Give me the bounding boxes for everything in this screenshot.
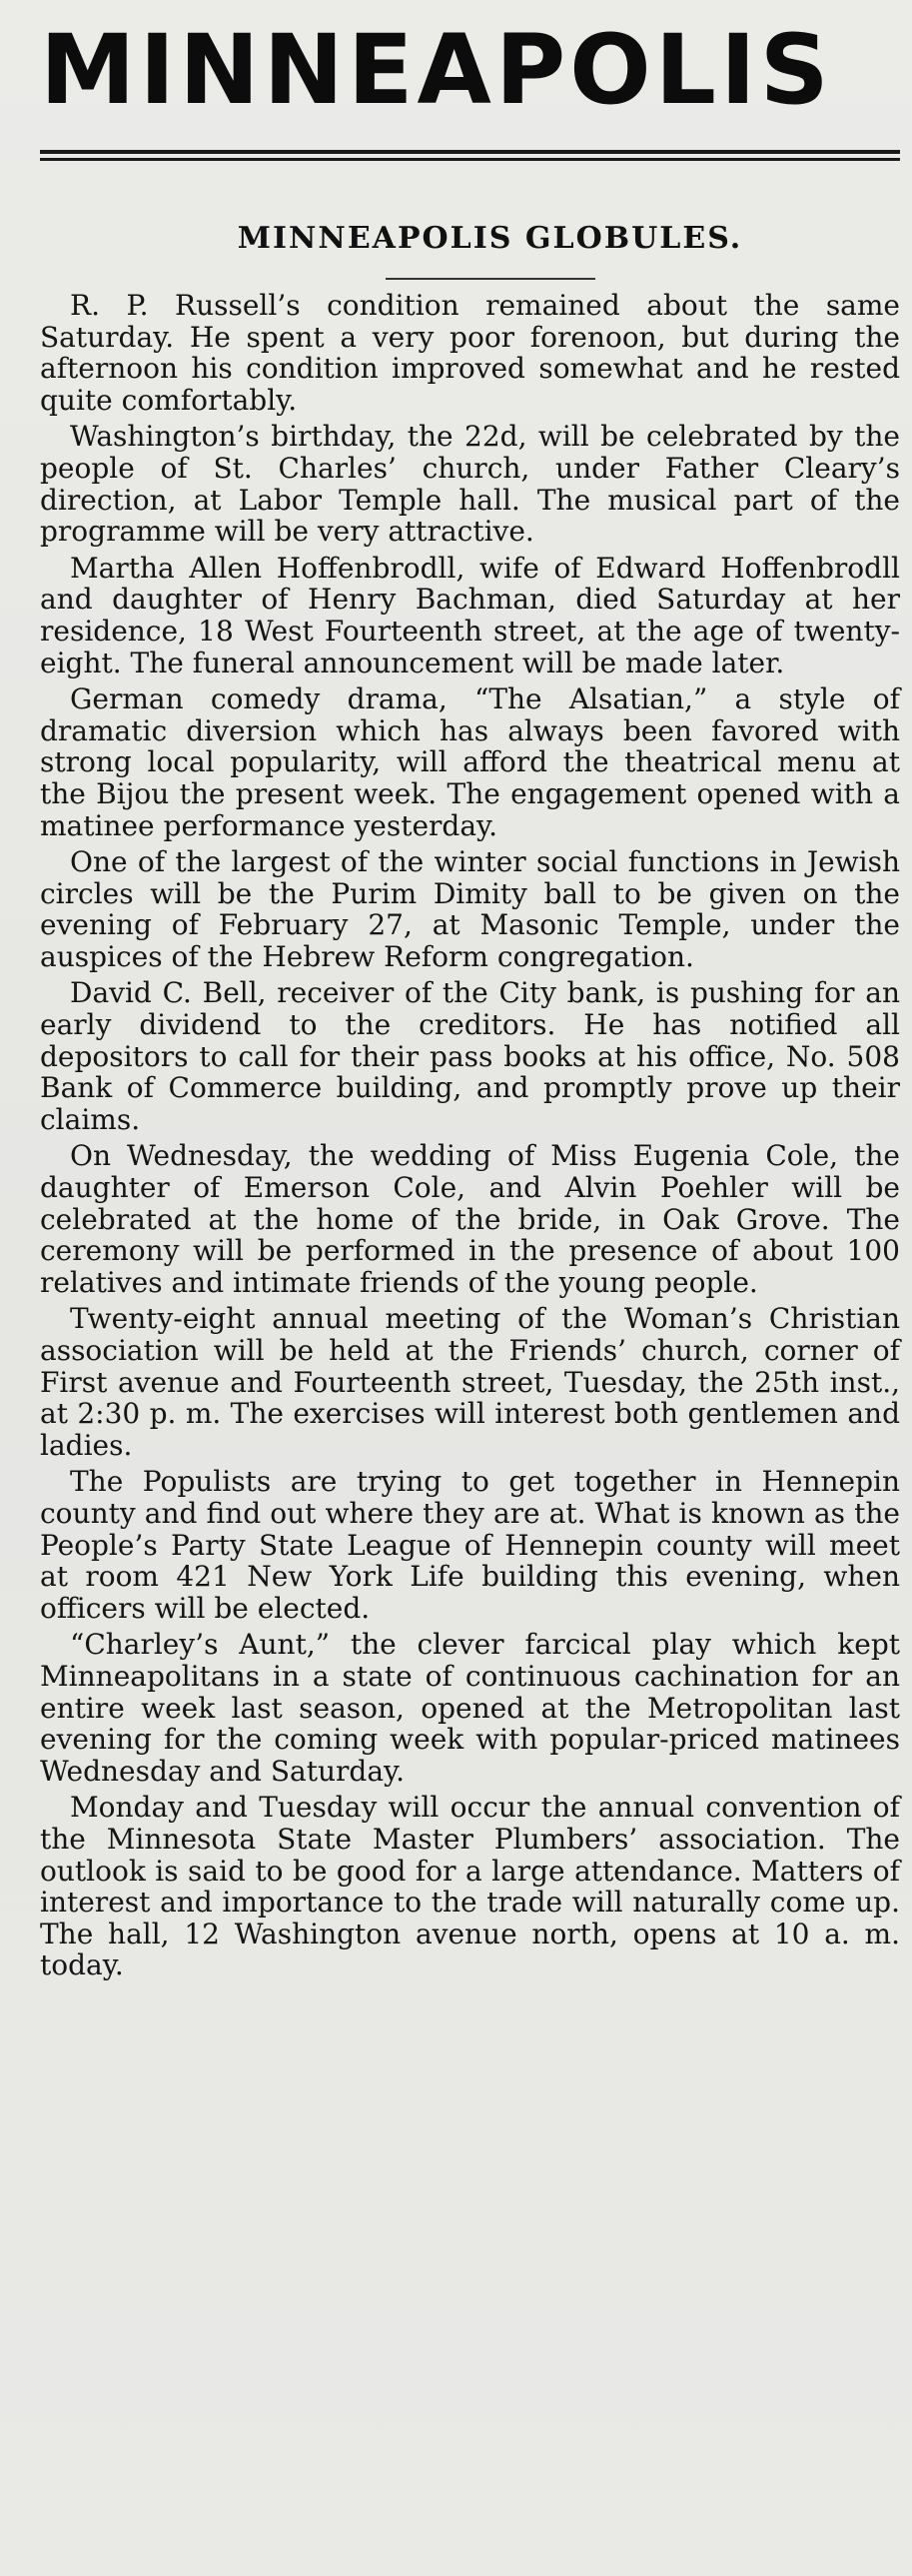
masthead-title: MINNEAPOLIS bbox=[40, 14, 833, 126]
article-paragraph: One of the largest of the winter social functions in Jewish circles will be the Purim Dimity ball to be given on the evening of February 27, at Masonic Temple, under the auspices of the Hebrew Reform congregation. bbox=[40, 845, 900, 973]
section-title: MINNEAPOLIS GLOBULES. bbox=[237, 221, 743, 256]
article-paragraph: Washington’s birthday, the 22d, will be celebrated by the people of St. Charles’ church, under Father Cleary’s direction, at Labor Temple hall. The musical part of the programme will be very attractive. bbox=[40, 420, 900, 549]
masthead-rule bbox=[40, 150, 900, 161]
article-paragraph: Twenty-eight annual meeting of the Woman’s Christian association will be held at the Friends’ church, corner of First avenue and Fourteenth street, Tuesday, the 25th inst., at 2:30 p. m. The exercises will interest both gentlemen and ladies. bbox=[40, 1302, 900, 1462]
article-paragraph: David C. Bell, receiver of the City bank, is pushing for an early dividend to the creditors. He has notified all depositors to call for their pass books at his office, No. 508 Bank of Commerce building, and promptly prove up their claims. bbox=[40, 976, 900, 1136]
article-paragraph: German comedy drama, “The Alsatian,” a style of dramatic diversion which has always been favored with strong local popularity, will afford the theatrical menu at the Bijou the present week. The engagement opened with a matinee performance yesterday. bbox=[40, 682, 900, 842]
article-paragraph: R. P. Russell’s condition remained about the same Saturday. He spent a very poor forenoon, but during the afternoon his condition improved somewhat and he rested quite comfortably. bbox=[40, 289, 900, 417]
article-list bbox=[40, 290, 900, 1981]
article-paragraph: The Populists are trying to get together in Hennepin county and find out where they are at. What is known as the People’s Party State League of Hennepin county will meet at room 421 New York Life building this evening, when officers will be elected. bbox=[40, 1465, 900, 1625]
article-paragraph: Monday and Tuesday will occur the annual convention of the Minnesota State Master Plumbers’ association. The outlook is said to be good for a large attendance. Matters of interest and importance to the trade will naturally come up. The hall, 12 Washington avenue north, opens at 10 a. m. today. bbox=[40, 1791, 900, 1982]
title-underline bbox=[386, 278, 595, 280]
article-paragraph: On Wednesday, the wedding of Miss Eugenia Cole, the daughter of Emerson Cole, and Alvin Poehler will be celebrated at the home of the bride, in Oak Grove. The ceremony will be performed in the presence of about 100 relatives and intimate friends of the young people. bbox=[40, 1139, 900, 1299]
article-paragraph: “Charley’s Aunt,” the clever farcical play which kept Minneapolitans in a state of continuous cachination for an entire week last season, opened at the Metropolitan last evening for the coming week with popular-priced matinees Wednesday and Saturday. bbox=[40, 1628, 900, 1788]
article-paragraph: Martha Allen Hoffenbrodll, wife of Edward Hoffenbrodll and daughter of Henry Bachman, died Saturday at her residence, 18 West Fourteenth street, at the age of twenty-eight. The funeral announcement will be made later. bbox=[40, 551, 900, 679]
